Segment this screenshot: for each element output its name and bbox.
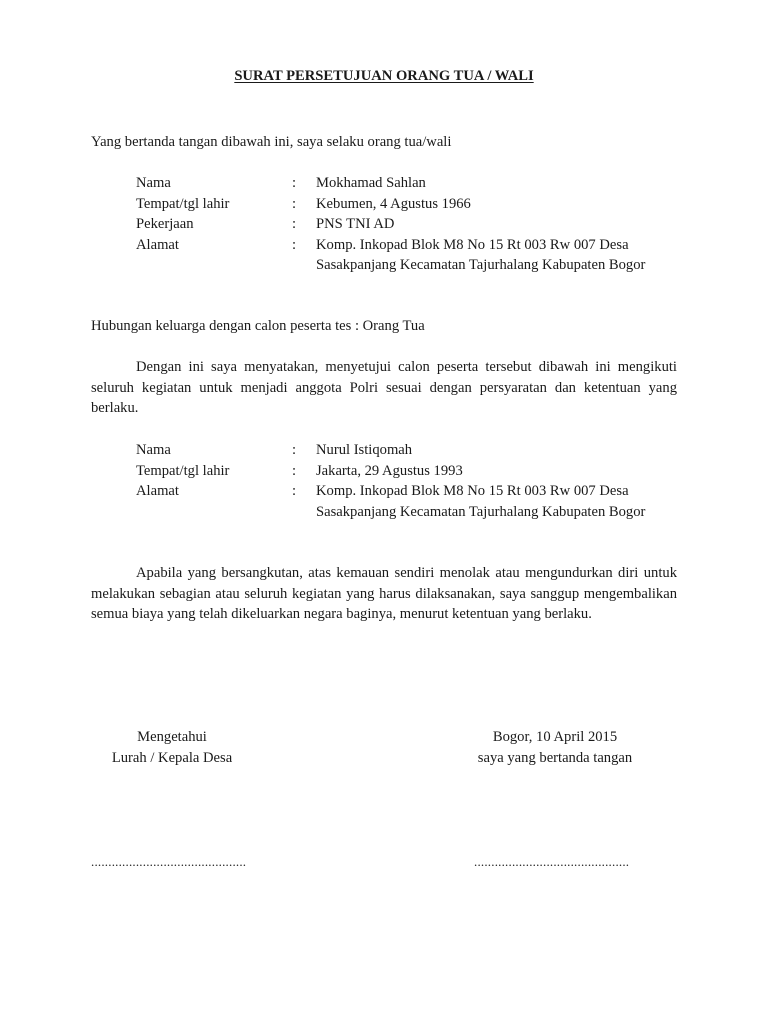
parent-address-row [136, 235, 696, 276]
field-label: Tempat/tgl lahir [136, 462, 230, 479]
field-colon: : [292, 216, 297, 233]
signature-line-right: ............................................. [474, 854, 630, 869]
signature-right-line1: Bogor, 10 April 2015 [492, 729, 618, 745]
field-colon: : [292, 462, 297, 479]
relation-paragraph: Hubungan keluarga dengan calon peserta tes : Orang Tua [91, 318, 425, 334]
candidate-address-row [136, 481, 696, 522]
field-label: Nama [136, 442, 171, 458]
field-label: Nama [136, 175, 171, 191]
candidate-birth-row [136, 461, 696, 482]
field-label: Pekerjaan [136, 216, 194, 233]
candidate-name-row [136, 440, 696, 461]
field-colon: : [292, 483, 297, 500]
candidate-address-line1: Komp. Inkopad Blok M8 No 15 Rt 003 Rw 007 Desa [316, 483, 629, 500]
intro-paragraph: Yang bertanda tangan dibawah ini, saya selaku orang tua/wali [91, 134, 452, 150]
candidate-birth-value: Jakarta, 29 Agustus 1993 [316, 462, 463, 479]
signature-right-line2: saya yang bertanda tangan [477, 749, 633, 766]
field-colon: : [292, 195, 297, 212]
field-label: Tempat/tgl lahir [136, 195, 230, 212]
parent-birth-row [136, 194, 696, 215]
signature-line-left: ............................................. [91, 854, 247, 869]
field-label: Alamat [136, 236, 179, 253]
parent-job-value: PNS TNI AD [316, 216, 395, 233]
parent-address-value [316, 235, 696, 276]
candidate-details [136, 440, 696, 522]
parent-name-value: Mokhamad Sahlan [316, 175, 426, 191]
parent-job-row [136, 214, 696, 235]
parent-details [136, 173, 696, 276]
closing-paragraph: Apabila yang bersangkutan, atas kemauan sendiri menolak atau mengundurkan diri untuk melakukan sebagian atau seluruh kegiatan yang harus dilaksanakan, saya sanggup mengembalikan semua biaya yang telah dikeluarkan negara baginya, menurut ketentuan yang berlaku. [91, 565, 677, 623]
parent-address-line1: Komp. Inkopad Blok M8 No 15 Rt 003 Rw 007 Desa [316, 236, 629, 253]
signature-left-line2: Lurah / Kepala Desa [111, 749, 233, 766]
candidate-address-line2: Sasakpanjang Kecamatan Tajurhalang Kabupaten Bogor [316, 503, 646, 520]
signature-left-line1: Mengetahui [137, 729, 207, 745]
field-colon: : [292, 442, 297, 458]
parent-address-line2: Sasakpanjang Kecamatan Tajurhalang Kabupaten Bogor [316, 257, 646, 274]
signature-block-left [91, 727, 253, 768]
field-label: Alamat [136, 483, 179, 500]
candidate-name-value: Nurul Istiqomah [316, 442, 413, 458]
field-colon: : [292, 175, 297, 191]
document-title-text: SURAT PERSETUJUAN ORANG TUA / WALI [234, 68, 534, 84]
parent-birth-value: Kebumen, 4 Agustus 1966 [316, 195, 471, 212]
parent-name-row [136, 173, 696, 194]
document-title [0, 66, 768, 87]
statement-paragraph: Dengan ini saya menyatakan, menyetujui calon peserta tersebut dibawah ini mengikuti seluruh kegiatan untuk menjadi anggota Polri sesuai dengan persyaratan dan ketentuan yang berlaku. [91, 359, 677, 417]
field-colon: : [292, 236, 297, 253]
signature-block-right [462, 727, 648, 768]
candidate-address-value [316, 481, 696, 522]
